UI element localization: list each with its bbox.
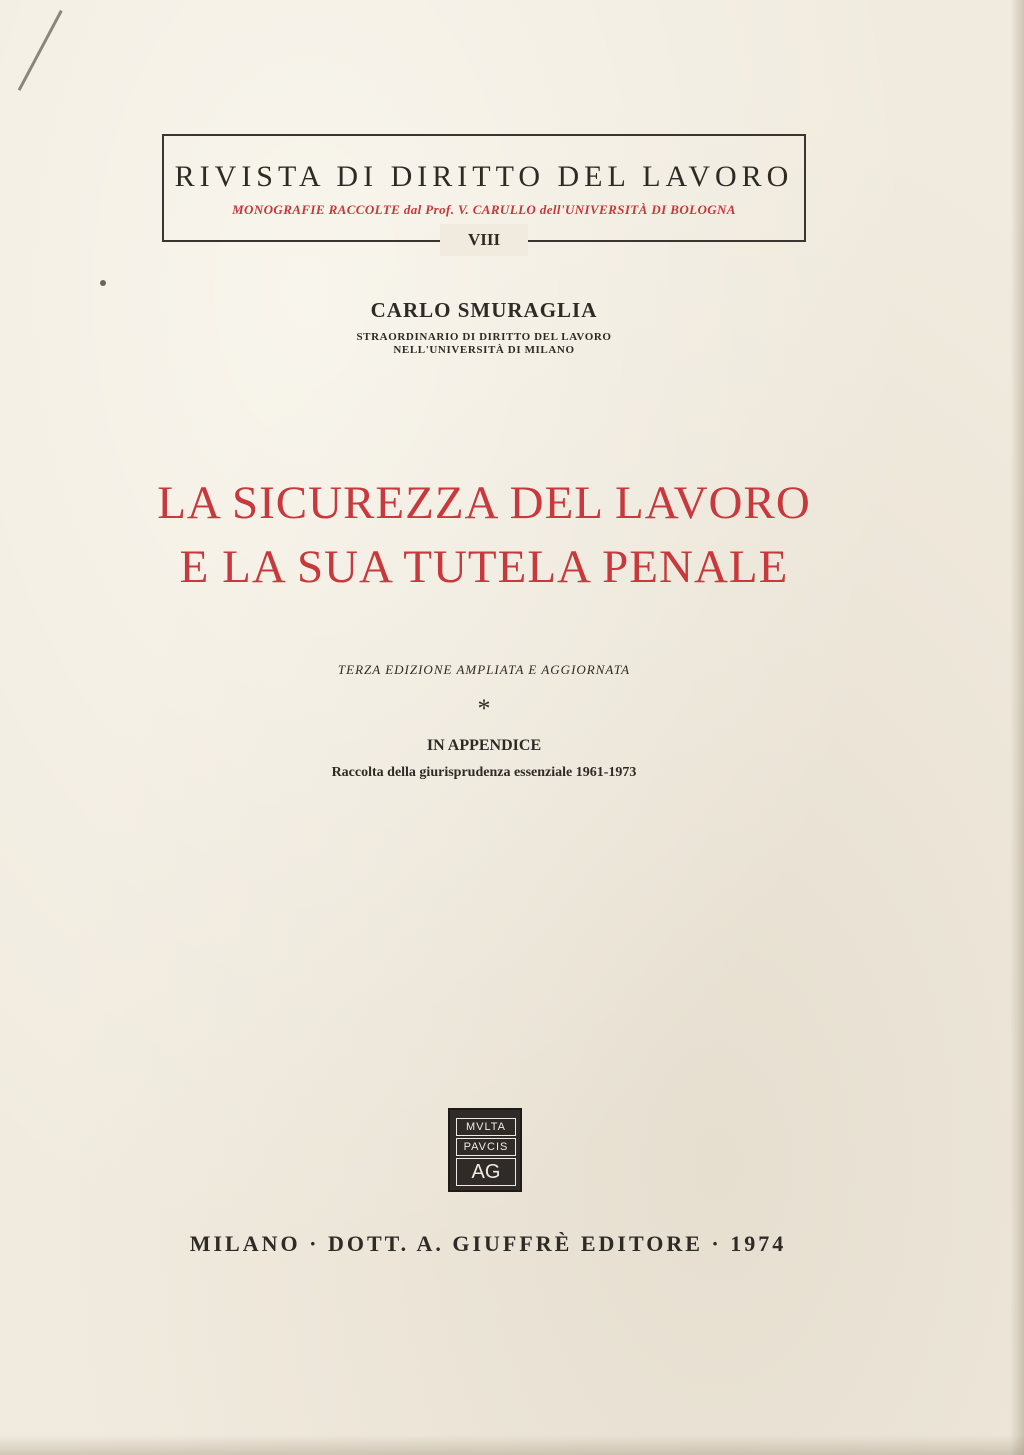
book-title-line-1: LA SICUREZZA DEL LAVORO	[157, 477, 811, 529]
series-subtitle: MONOGRAFIE RACCOLTE dal Prof. V. CARULLO dell'UNIVERSITÀ DI BOLOGNA	[232, 202, 736, 217]
book-title-line-2: E LA SUA TUTELA PENALE	[179, 541, 789, 593]
author-affiliation-line: NELL'UNIVERSITÀ DI MILANO	[393, 344, 575, 356]
asterisk-separator: *	[477, 694, 491, 723]
ink-spot	[100, 280, 106, 286]
appendix-description: Raccolta della giurisprudenza essenziale 1961-1973	[331, 765, 637, 780]
page-edge-shadow	[1010, 0, 1024, 1455]
publisher-logo	[448, 1108, 522, 1192]
series-title: RIVISTA DI DIRITTO DEL LAVORO	[174, 160, 794, 193]
logo-initials: AG	[456, 1158, 516, 1186]
page-bottom-shadow	[0, 1435, 1024, 1455]
author-role-line: STRAORDINARIO DI DIRITTO DEL LAVORO	[356, 331, 612, 343]
author-name: CARLO SMURAGLIA	[370, 298, 598, 322]
logo-text-multa: MVLTA	[456, 1118, 516, 1136]
pen-scratch-mark	[18, 10, 63, 91]
series-volume-number: VIII	[440, 224, 528, 256]
edition-note: TERZA EDIZIONE AMPLIATA E AGGIORNATA	[337, 662, 631, 677]
logo-text-paucis: PAVCIS	[456, 1138, 516, 1156]
appendix-heading: IN APPENDICE	[426, 737, 542, 754]
publisher-imprint: MILANO · DOTT. A. GIUFFRÈ EDITORE · 1974	[189, 1231, 787, 1256]
